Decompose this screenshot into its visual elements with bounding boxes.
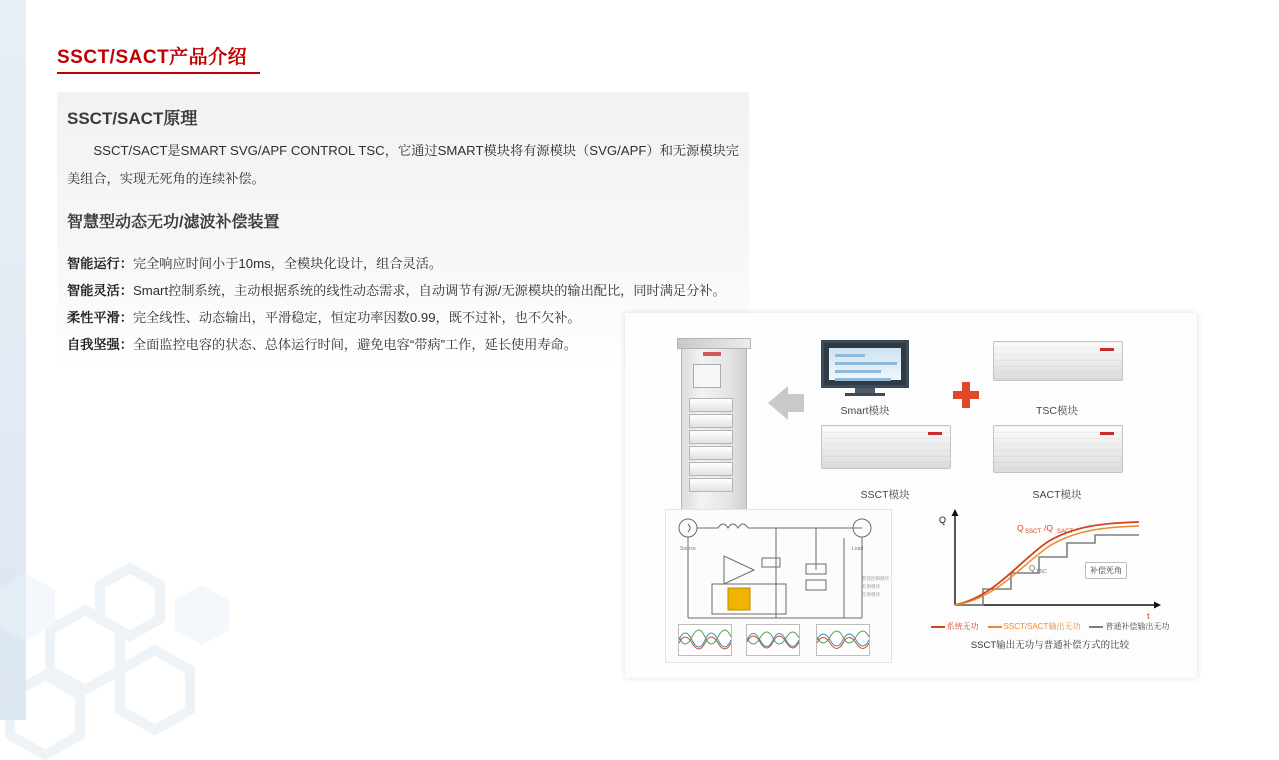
legend-label: 普通补偿输出无功 [1105, 622, 1170, 631]
feature-label: 智能运行： [67, 256, 133, 271]
arrow-left-icon [768, 386, 788, 420]
cabinet-slot [689, 414, 733, 428]
cabinet-logo [703, 352, 721, 356]
feature-label: 自我坚强： [67, 337, 133, 352]
svg-text:SACT: SACT [1057, 529, 1074, 535]
feature-text: 全面监控电容的状态、总体运行时间，避免电容“带病”工作，延长使用寿命。 [132, 337, 577, 352]
diagram-canvas [625, 313, 1197, 678]
monitor-ui-line [835, 354, 865, 357]
smart-module-monitor [821, 340, 909, 396]
cabinet-screen [693, 364, 721, 388]
monitor-screen [821, 340, 909, 388]
module-label-tsc: TSC模块 [1036, 405, 1078, 417]
chart-annotation-tsc: Q [1029, 564, 1036, 573]
cabinet-slot [689, 430, 733, 444]
device-brand-mark [1100, 348, 1114, 351]
chart-annotation-deadzone: 补偿死角 [1085, 562, 1127, 579]
monitor-display [829, 348, 901, 380]
chart-svg [925, 509, 1175, 621]
cabinet-illustration [675, 336, 753, 511]
legend-label: SSCT/SACT输出无功 [1003, 622, 1081, 631]
monitor-ui-line [835, 378, 891, 381]
monitor-ui-line [835, 362, 897, 365]
feature-text: Smart控制系统，主动根据系统的线性动态需求，自动调节有源/无源模块的输出配比，同时满足分补。 [132, 283, 726, 298]
svg-text:Load: Load [852, 546, 864, 552]
chart-legend [925, 621, 1175, 632]
device-brand-mark [928, 432, 942, 435]
svg-text:TSC: TSC [1036, 569, 1047, 575]
waveform-svg [747, 625, 799, 655]
svg-text:/Q: /Q [1044, 523, 1053, 533]
svg-text:智能控制模块: 智能控制模块 [862, 576, 889, 581]
title-underline [57, 72, 260, 74]
legend-label: 系统无功 [946, 622, 979, 631]
svg-text:无源模块: 无源模块 [862, 592, 880, 597]
legend-swatch [988, 626, 1002, 628]
feature-text: 完全线性、动态输出，平滑稳定，恒定功率因数0.99，既不过补，也不欠补。 [132, 310, 581, 325]
module-label-sact: SACT模块 [1032, 489, 1082, 501]
feature-item [67, 277, 747, 304]
waveform-box [816, 624, 870, 656]
card-heading: SSCT/SACT原理 [67, 109, 198, 128]
svg-text:Source: Source [680, 546, 696, 552]
feature-item [67, 250, 747, 277]
legend-entry [988, 622, 1083, 631]
monitor-base [845, 393, 885, 396]
chart-annotation-ssct: Q [1017, 523, 1024, 533]
cabinet-slot [689, 398, 733, 412]
waveform-svg [817, 625, 869, 655]
tsc-module-device [993, 341, 1123, 381]
cabinet-top [677, 338, 751, 349]
arrow-tail [788, 394, 804, 412]
hexagon-watermark [0, 480, 320, 760]
legend-swatch [1089, 626, 1103, 628]
svg-text:SSCT: SSCT [1025, 529, 1042, 535]
chart-xlabel: t [1147, 611, 1150, 621]
page-title: SSCT/SACT产品介绍 [57, 47, 248, 68]
card-subheading: 智慧型动态无功/滤波补偿装置 [67, 214, 280, 231]
cabinet-slot [689, 478, 733, 492]
feature-text: 完全响应时间小于10ms，全模块化设计，组合灵活。 [132, 256, 443, 271]
legend-swatch [931, 626, 945, 628]
circuit-schematic [665, 509, 892, 663]
chart-ylabel: Q [939, 515, 947, 525]
waveform-svg [679, 625, 731, 655]
module-label-ssct: SSCT模块 [860, 489, 910, 501]
svg-text:有源模块: 有源模块 [862, 584, 880, 589]
device-brand-mark [1100, 432, 1114, 435]
comparison-chart [925, 509, 1175, 661]
feature-label: 柔性平滑： [67, 310, 133, 325]
waveform-box [678, 624, 732, 656]
legend-entry [931, 622, 981, 631]
cabinet-slot [689, 462, 733, 476]
left-accent-bar [0, 0, 26, 720]
module-label-smart: Smart模块 [840, 405, 890, 417]
plus-icon [953, 382, 979, 408]
diagram-panel [625, 313, 1197, 678]
cabinet-slot [689, 446, 733, 460]
feature-label: 智能灵活： [67, 283, 133, 298]
card-paragraph: SSCT/SACT是SMART SVG/APF CONTROL TSC，它通过SMART模块将有源模块（SVG/APF）和无源模块完美组合，实现无死角的连续补偿。 [67, 143, 739, 186]
sact-module-device [993, 425, 1123, 473]
ssct-module-device [821, 425, 951, 469]
chart-title: SSCT输出无功与普通补偿方式的比较 [970, 640, 1130, 651]
waveform-box [746, 624, 800, 656]
monitor-ui-line [835, 370, 881, 373]
legend-entry [1089, 622, 1169, 631]
